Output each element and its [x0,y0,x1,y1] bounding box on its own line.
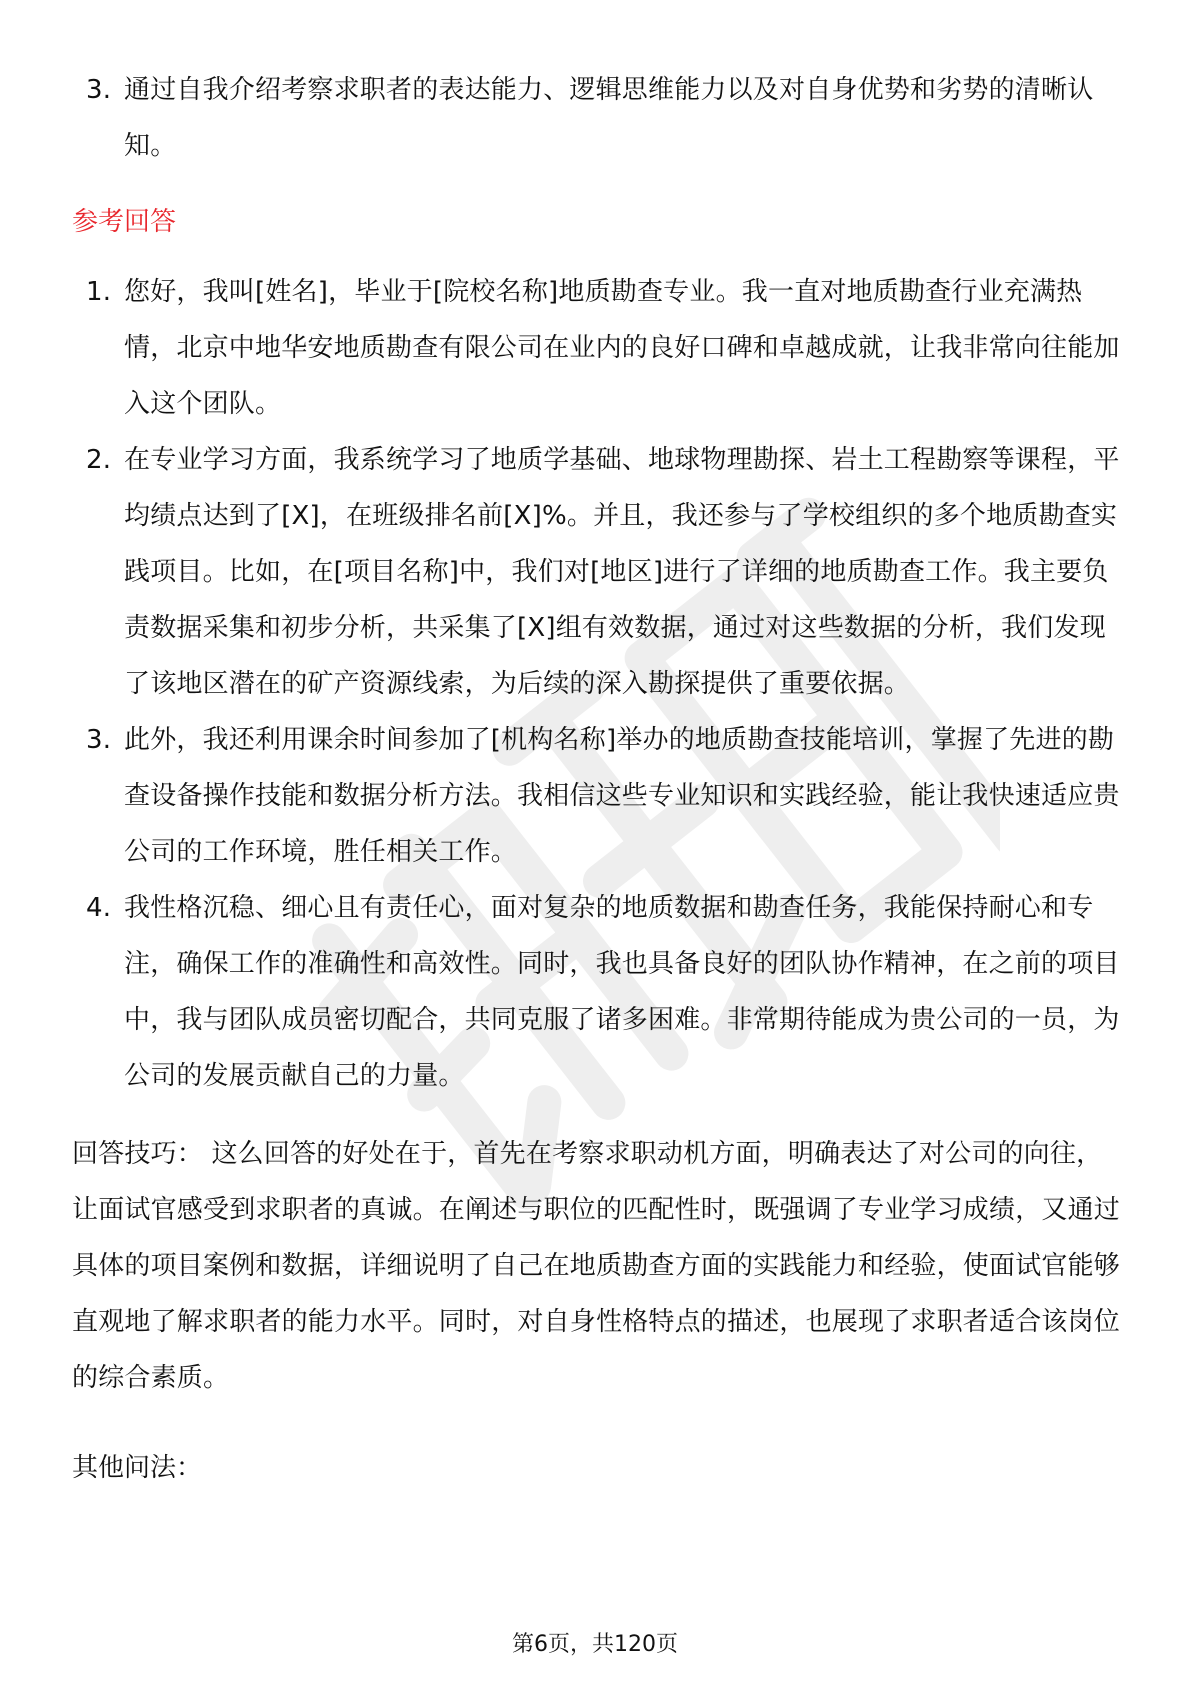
page-footer: 第6页，共120页 [512,1632,678,1657]
list-item [72,432,1120,712]
list-item-text: 此外，我还利用课余时间参加了[机构名称]举办的地质勘查技能培训，掌握了先进的勘查设备操作技能和数据分析方法。我相信这些专业知识和实践经验，能让我快速适应贵公司的工作环境，胜任相关工作。 [124,725,1120,867]
list-item-text: 您好，我叫[姓名]，毕业于[院校名称]地质勘查专业。我一直对地质勘查行业充满热情，北京中地华安地质勘查有限公司在业内的良好口碑和卓越成就，让我非常向往能加入这个团队。 [124,277,1120,419]
list-item-text: 我性格沉稳、细心且有责任心，面对复杂的地质数据和勘查任务，我能保持耐心和专注，确保工作的准确性和高效性。同时，我也具备良好的团队协作精神，在之前的项目中，我与团队成员密切配合，共同克服了诸多困难。非常期待能成为贵公司的一员，为公司的发展贡献自己的力量。 [124,893,1120,1091]
reference-answer-heading: 参考回答 [72,207,177,237]
list-item-number: 1. [86,277,112,307]
answer-list [72,264,1120,1104]
list-item [72,712,1120,880]
list-item [72,62,1120,174]
list-item-number: 2. [86,445,112,475]
document-content [72,62,1120,1488]
list-item-number: 3. [86,725,112,755]
intro-list [72,62,1120,174]
answer-tips-paragraph: 回答技巧： 这么回答的好处在于，首先在考察求职动机方面，明确表达了对公司的向往，让面试官感受到求职者的真诚。在阐述与职位的匹配性时，既强调了专业学习成绩，又通过具体的项目案例和数据，详细说明了自己在地质勘查方面的实践能力和经验，使面试官能够直观地了解求职者的能力水平。同时，对自身性格特点的描述，也展现了求职者适合该岗位的综合素质。 [72,1139,1121,1393]
list-item-number: 3. [86,75,112,105]
list-item-text: 通过自我介绍考察求职者的表达能力、逻辑思维能力以及对自身优势和劣势的清晰认知。 [124,75,1094,161]
list-item-number: 4. [86,893,112,923]
list-item-text: 在专业学习方面，我系统学习了地质学基础、地球物理勘探、岩土工程勘察等课程，平均绩点达到了[X]，在班级排名前[X]%。并且，我还参与了学校组织的多个地质勘查实践项目。比如，在[项目名称]中，我们对[地区]进行了详细的地质勘查工作。我主要负责数据采集和初步分析，共采集了[X]组有效数据，通过对这些数据的分析，我们发现了该地区潜在的矿产资源线索，为后续的深入勘探提供了重要依据。 [124,445,1120,699]
other-questions-label: 其他问法： [72,1453,203,1483]
list-item [72,264,1120,432]
list-item [72,880,1120,1104]
